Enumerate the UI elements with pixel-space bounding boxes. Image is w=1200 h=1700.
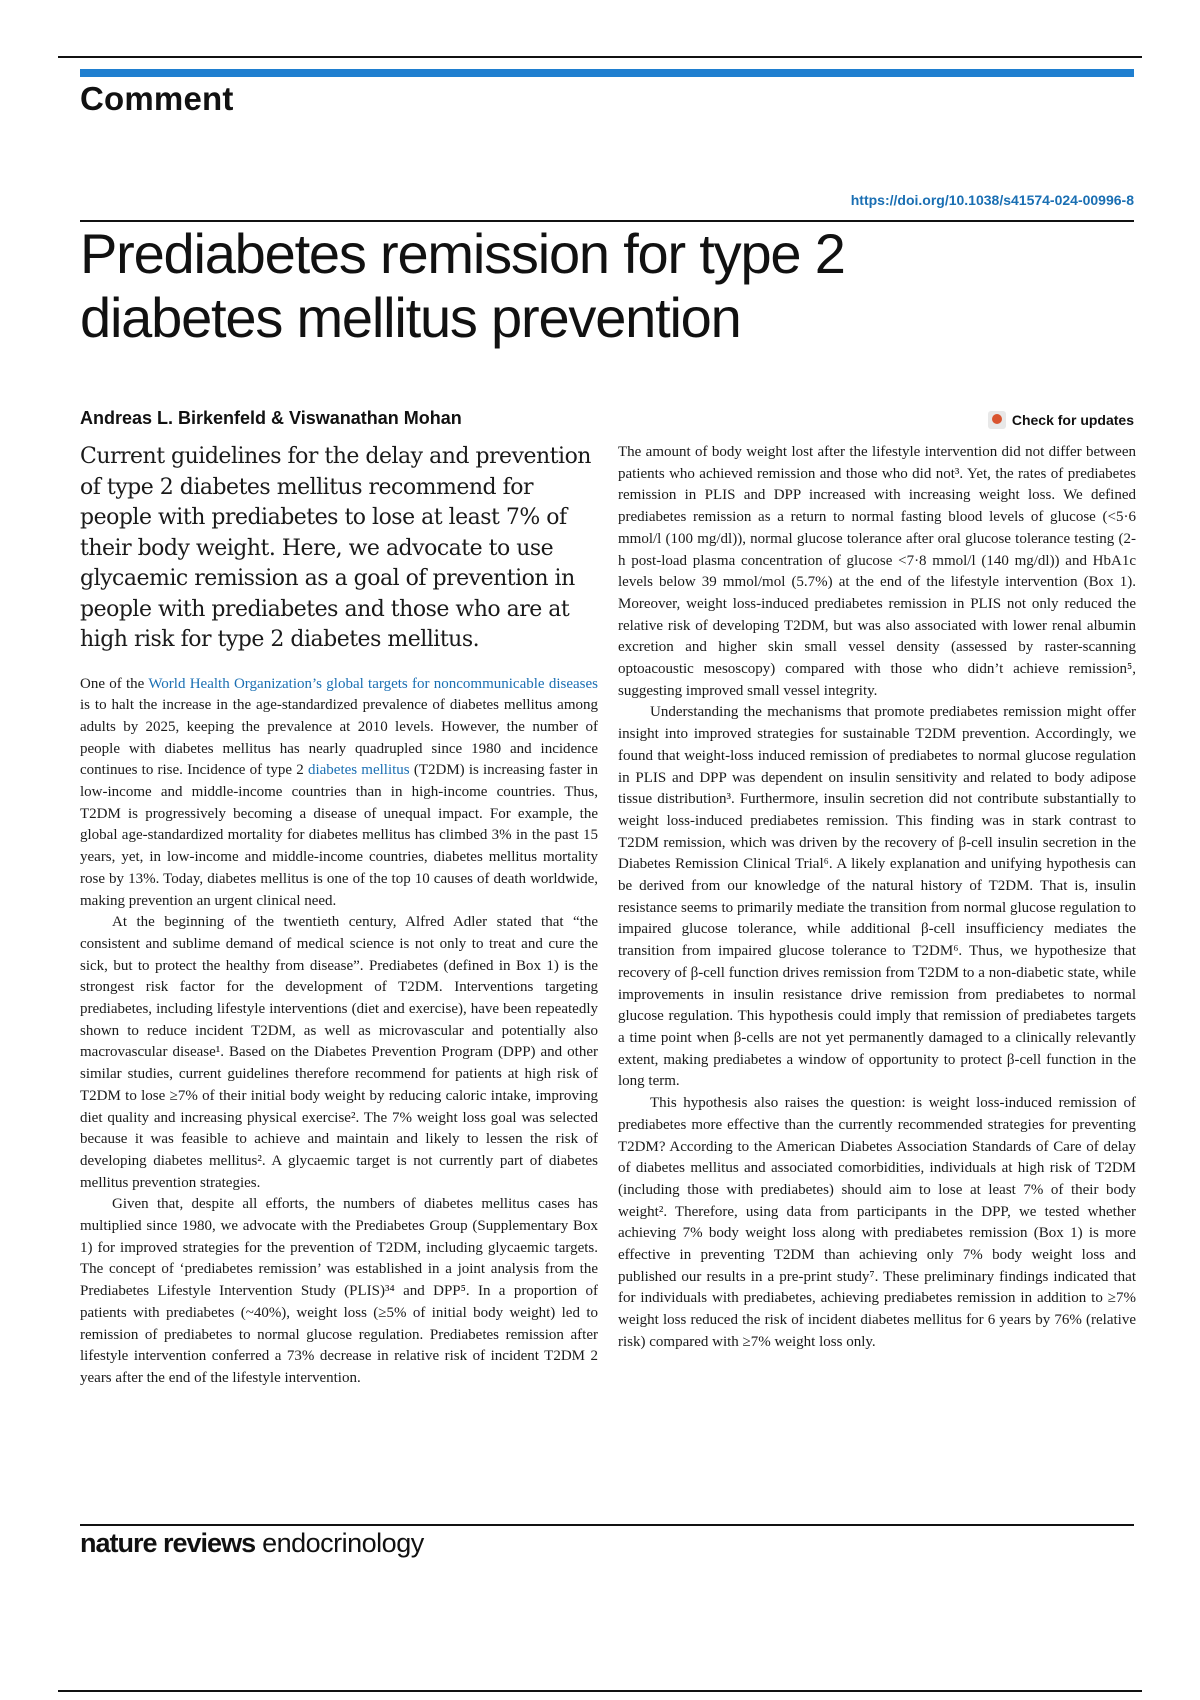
accent-bar bbox=[80, 69, 1134, 77]
journal-logo bbox=[80, 1528, 424, 1559]
text-run: is to halt the increase in the age-standardized prevalence of diabetes mellitus among adults by 2025, keeping the prevalence at 2010 levels. However, the number of people with diabetes mellitus has nearly quadrupled since 1980 and incidence continues to rise. Incidence of type 2 bbox=[80, 697, 598, 779]
journal-name-light: endocrinology bbox=[255, 1528, 424, 1558]
left-column bbox=[80, 442, 598, 1390]
left-paragraph-1 bbox=[80, 674, 598, 913]
bottom-rule bbox=[58, 1690, 1142, 1692]
authors: Andreas L. Birkenfeld & Viswanathan Mohan bbox=[80, 408, 462, 428]
section-label: Comment bbox=[80, 80, 234, 117]
check-updates-label: Check for updates bbox=[1011, 412, 1134, 428]
doi-link[interactable]: https://doi.org/10.1038/s41574-024-00996-8 bbox=[850, 192, 1134, 208]
right-paragraph-2: Understanding the mechanisms that promote prediabetes remission might offer insight into improved strategies for sustainable T2DM prevention. Accordingly, we found that weight-loss induced remission of prediabetes to normal glucose regulation in PLIS and DPP was dependent on insulin sensitivity and related to body adipose tissue distribution³. Furthermore, insulin secretion did not contribute substantially to weight loss-induced prediabetes remission. This finding was in stark contrast to T2DM remission, which was driven by the recovery of β-cell insulin secretion in the Diabetes Remission Clinical Trial⁶. A likely explanation and unifying hypothesis can be derived from our knowledge of the natural history of T2DM. That is, insulin resistance seems to primarily mediate the transition from normal glucose regulation to impaired glucose tolerance, while additional β-cell insufficiency mediates the transition from impaired glucose tolerance to T2DM⁶. Thus, we hypothesize that recovery of β-cell function drives remission from T2DM to a non-diabetic state, while improvements in insulin resistance drive remission from prediabetes to normal glucose regulation. This hypothesis could imply that remission of prediabetes targets a time point when β-cells are not yet permanently damaged to a clinically relevantly extent, making prediabetes a window of opportunity to protect β-cell function in the long term. bbox=[618, 704, 1136, 1090]
check-updates-icon bbox=[988, 411, 1006, 429]
article-title bbox=[80, 222, 980, 350]
top-rule bbox=[58, 56, 1142, 58]
left-paragraph-2: At the beginning of the twentieth century, Alfred Adler stated that “the consistent and sublime demand of medical science is not only to treat and cure the sick, but to protect the healthy from disease”. Prediabetes (defined in Box 1) is the strongest risk factor for the development of T2DM. Interventions targeting prediabetes, including lifestyle interventions (diet and exercise), have been repeatedly shown to reduce incident T2DM, as well as microvascular and potentially also macrovascular disease¹. Based on the Diabetes Prevention Program (DPP) and other similar studies, current guidelines therefore recommend for patients at high risk of T2DM to lose ≥7% of their initial body weight by reducing caloric intake, improving diet quality and increasing physical exercise². The 7% weight loss goal was selected because it was feasible to achieve and maintain and likely to lessen the risk of developing diabetes mellitus². A glycaemic target is not currently part of diabetes mellitus prevention strategies. bbox=[80, 914, 598, 1191]
right-paragraph-3: This hypothesis also raises the question: is weight loss-induced remission of prediabetes more effective than the currently recommended strategies for preventing T2DM? According to the American Diabetes Association Standards of Care of delay of diabetes mellitus and associated comorbidities, individuals at high risk of T2DM (including those with prediabetes) should aim to lose at least 7% of their body weight². Therefore, using data from participants in the DPP, we tested whether achieving 7% body weight loss along with prediabetes remission (Box 1) is more effective in preventing T2DM than achieving only 7% body weight loss and published our results in a pre-print study⁷. These preliminary findings indicated that for individuals with prediabetes, achieving prediabetes remission in addition to ≥7% weight loss reduced the risk of incident diabetes mellitus for 6 years by 76% (relative risk) compared with ≥7% weight loss only. bbox=[618, 1095, 1136, 1350]
right-paragraph-1: The amount of body weight lost after the lifestyle intervention did not differ between patients who achieved remission and those who did not³. Yet, the rates of prediabetes remission in PLIS and DPP increased with increasing weight loss. We defined prediabetes remission as a return to normal fasting blood levels of glucose (<5·6 mmol/l (100 mg/dl)), normal glucose tolerance after oral glucose tolerance testing (2-h post-load plasma concentration of glucose <7·8 mmol/l (140 mg/dl)) and HbA1c levels below 39 mmol/mol (5.7%) at the end of the lifestyle intervention (Box 1). Moreover, weight loss-induced prediabetes remission in PLIS not only reduced the relative risk of developing T2DM, but was also associated with lower renal albumin excretion and higher skin small vessel density (assessed by raster-scanning optoacoustic mesoscopy) compared with those who didn’t achieve remission⁵, suggesting improved small vessel integrity. bbox=[618, 444, 1136, 699]
left-paragraph-3: Given that, despite all efforts, the numbers of diabetes mellitus cases has multiplied since 1980, we advocate with the Prediabetes Group (Supplementary Box 1) for improved strategies for the prevention of T2DM, including glycaemic targets. The concept of ‘prediabetes remission’ was established in a joint analysis from the Prediabetes Lifestyle Intervention Study (PLIS)³⁴ and DPP⁵. In a proportion of patients with prediabetes (~40%), weight loss (≥5% of initial body weight) led to remission of prediabetes to normal glucose regulation. Prediabetes remission after lifestyle intervention conferred a 73% decrease in relative risk of incident T2DM 2 years after the end of the lifestyle intervention. bbox=[80, 1196, 598, 1386]
check-for-updates-button[interactable] bbox=[988, 411, 1134, 429]
title-line-2: diabetes mellitus prevention bbox=[80, 286, 741, 349]
footer-rule bbox=[80, 1524, 1134, 1526]
journal-name-bold: nature reviews bbox=[80, 1528, 256, 1558]
who-targets-link[interactable]: World Health Organization’s global targets for noncommunicable diseases bbox=[148, 675, 598, 692]
title-line-1: Prediabetes remission for type 2 bbox=[80, 222, 845, 285]
diabetes-mellitus-link[interactable]: diabetes mellitus bbox=[307, 762, 410, 779]
standfirst: Current guidelines for the delay and prevention of type 2 diabetes mellitus recommend for people with prediabetes to lose at least 7% of their body weight. Here, we advocate to use glycaemic remission as a goal of prevention in people with prediabetes and those who are at high risk for type 2 diabetes mellitus. bbox=[80, 444, 591, 652]
text-run: (T2DM) is increasing faster in low-income and middle-income countries than in high-income countries. Thus, T2DM is progressively becoming a disease of unequal impact. For example, the global age-standardized mortality for diabetes mellitus has climbed 3% in the past 15 years, yet, in low-income and middle-income countries, diabetes mellitus mortality rose by 13%. Today, diabetes mellitus is one of the top 10 causes of death worldwide, making prevention an urgent clinical need. bbox=[80, 762, 599, 909]
right-column bbox=[618, 442, 1136, 1354]
text-run: One of the bbox=[80, 675, 149, 692]
